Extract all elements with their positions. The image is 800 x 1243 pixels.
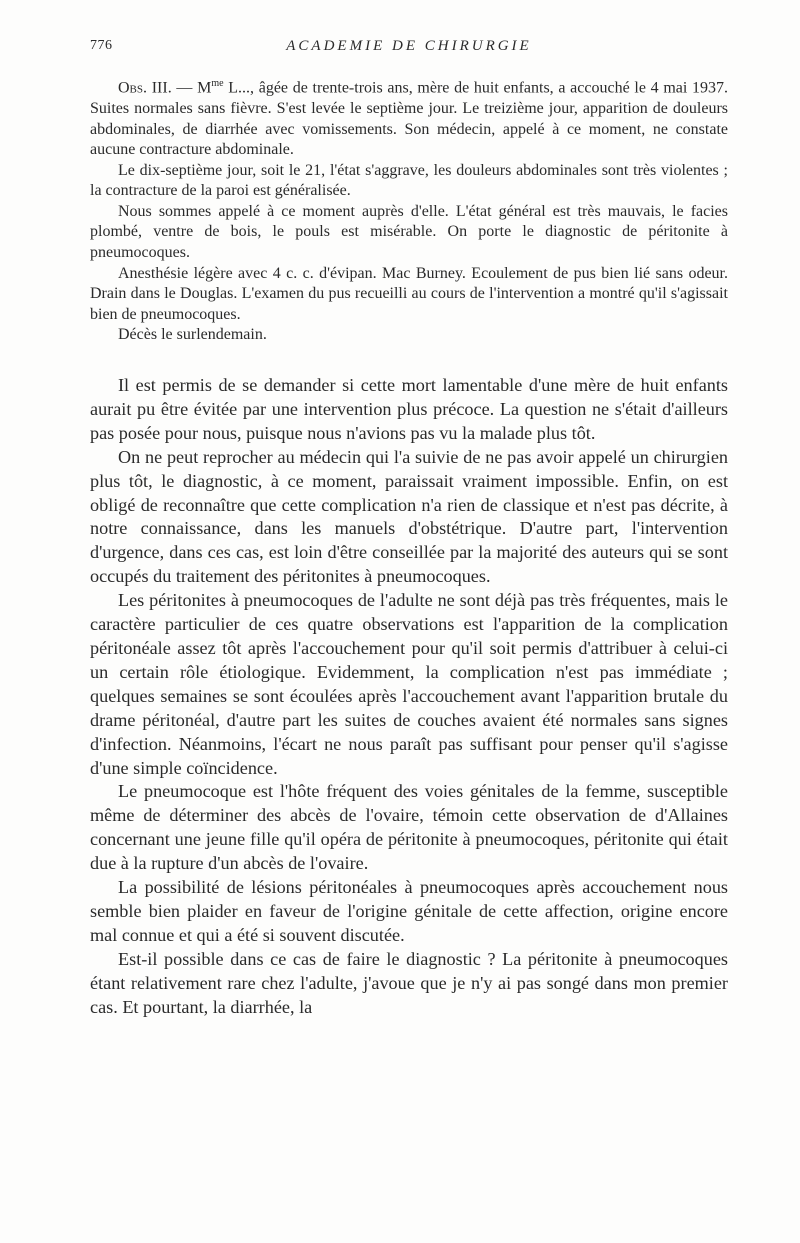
journal-title: ACADEMIE DE CHIRURGIE bbox=[286, 38, 532, 54]
main-text-section bbox=[90, 374, 728, 1019]
observation-lead-text: L..., âgée de trente-trois ans, mère de huit enfants, a accouché le 4 mai 1937. Suites normales sans fièvre. S'est levée le septième jour. Le treizième jour, apparition de douleurs abdominales, de diarrhée avec vomissements. Son médecin, appelé à ce moment, ne constate aucune contracture abdominale. bbox=[90, 79, 728, 159]
observation-section bbox=[90, 74, 728, 346]
observation-label: Obs. III. bbox=[118, 79, 172, 97]
observation-dash: — M bbox=[171, 79, 212, 97]
body-paragraph: On ne peut reprocher au médecin qui l'a suivie de ne pas avoir appelé un chirurgien plus tôt, le diagnostic, à ce moment, paraissait vraiment impossible. Enfin, on est obligé de reconnaître que cette complication n'a rien de classique et n'est pas décrite, à notre connaissance, dans les manuels d'obstétrique. D'autre part, l'intervention d'urgence, dans ces cas, est loin d'être conseillée par la majorité des auteurs qui se sont occupés du traitement des péritonites à pneumocoques. bbox=[90, 446, 728, 587]
observation-lead-paragraph bbox=[90, 74, 728, 161]
body-paragraph: Le pneumocoque est l'hôte fréquent des voies génitales de la femme, susceptible même de déterminer des abcès de l'ovaire, témoin cette observation de d'Allaines concernant une jeune fille qu'il opéra de péritonite à pneumocoques, péritonite qui était due à la rupture d'un abcès de l'ovaire. bbox=[90, 781, 728, 874]
body-paragraph: Les péritonites à pneumocoques de l'adulte ne sont déjà pas très fréquentes, mais le caractère particulier de ces quatre observations est l'apparition de la complication péritonéale assez tôt après l'accouchement pour qu'il soit permis d'attribuer à celui-ci un certain rôle étiologique. Evidemment, la complication n'est pas immédiate ; quelques semaines se sont écoulées après l'accouchement avant l'apparition brutale du drame péritonéal, d'autre part les suites de couches avaient été normales sans signes d'infection. Néanmoins, l'écart ne nous paraît pas suffisant pour penser qu'il s'agisse d'une simple coïncidence. bbox=[90, 590, 728, 778]
observation-paragraph: Nous sommes appelé à ce moment auprès d'elle. L'état général est très mauvais, le facies plombé, ventre de bois, le pouls est misérable. On porte le diagnostic de péritonite à pneumocoques. bbox=[90, 202, 728, 262]
body-paragraph: Il est permis de se demander si cette mort lamentable d'une mère de huit enfants aurait pu être évitée par une intervention plus précoce. La question ne s'était d'ailleurs pas posée pour nous, puisque nous n'avions pas vu la malade plus tôt. bbox=[90, 375, 728, 443]
observation-paragraph: Anesthésie légère avec 4 c. c. d'évipan. Mac Burney. Ecoulement de pus bien lié sans odeur. Drain dans le Douglas. L'examen du pus recueilli au cours de l'intervention a montré qu'il s'agissait bien de pneumocoques. bbox=[90, 264, 728, 323]
body-paragraph: La possibilité de lésions péritonéales à pneumocoques après accouchement nous semble bien plaider en faveur de l'origine génitale de cette affection, origine encore mal connue et qui a été si souvent discutée. bbox=[90, 877, 728, 945]
running-header bbox=[90, 38, 728, 58]
page-number: 776 bbox=[90, 38, 113, 53]
observation-paragraph: Décès le surlendemain. bbox=[118, 326, 267, 344]
body-paragraph: Est-il possible dans ce cas de faire le diagnostic ? La péritonite à pneumocoques étant relativement rare chez l'adulte, j'avoue que je n'y ai pas songé dans mon premier cas. Et pourtant, la diarrhée, la bbox=[90, 948, 728, 1017]
observation-title-superscript: me bbox=[211, 78, 224, 89]
observation-paragraph: Le dix-septième jour, soit le 21, l'état s'aggrave, les douleurs abdominales sont très violentes ; la contracture de la paroi est généralisée. bbox=[90, 161, 728, 200]
